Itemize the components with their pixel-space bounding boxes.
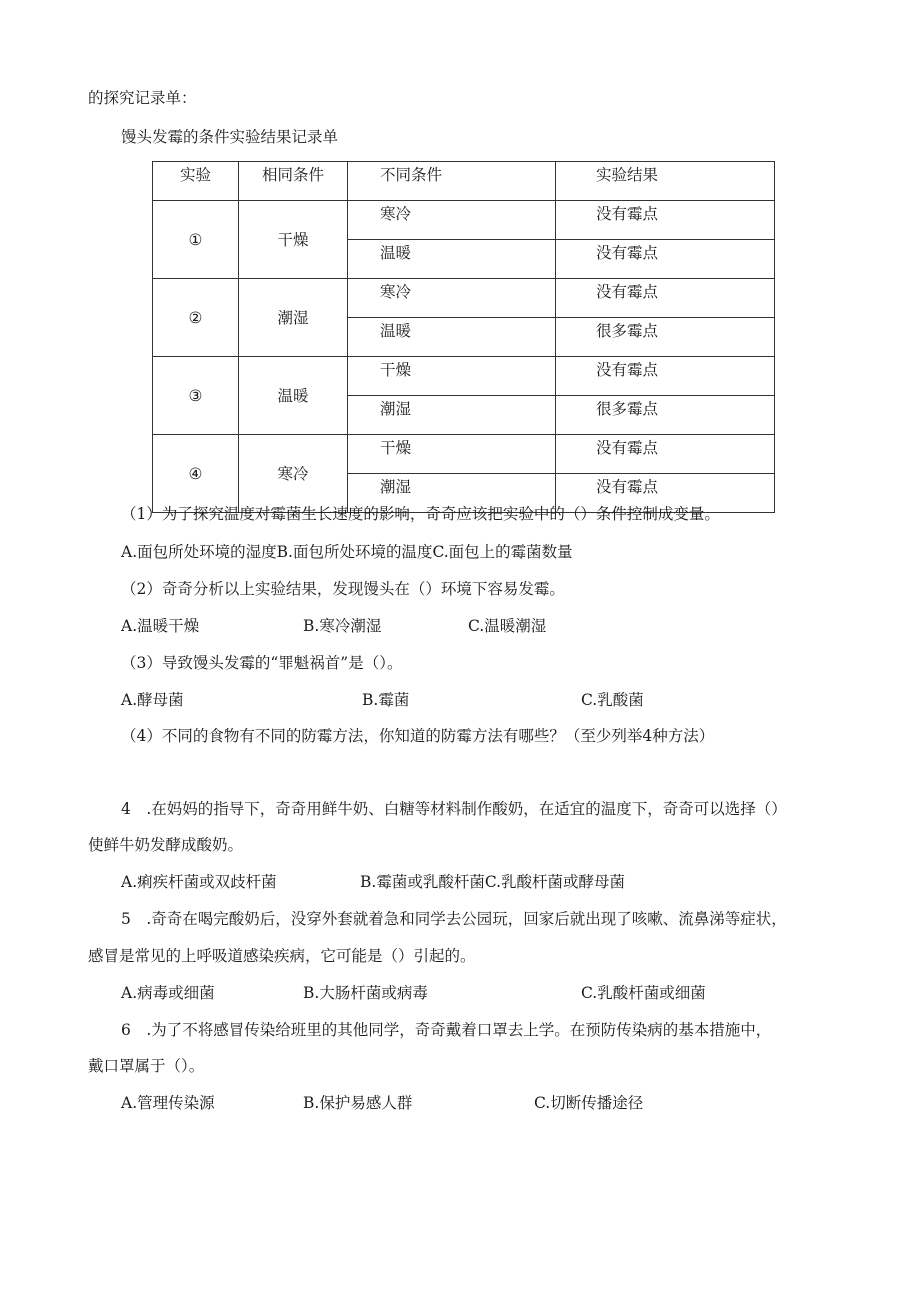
result-cell: 没有霉点 <box>556 279 775 318</box>
problem-4-option-a: A.痢疾杆菌或双歧杆菌 <box>121 873 277 891</box>
problem-6-option-a: A.管理传染源 <box>121 1094 215 1112</box>
question-2-option-b: B.寒冷潮湿 <box>303 617 382 635</box>
problem-4-line-2: 使鲜牛奶发酵成酸奶。 <box>88 836 244 854</box>
question-4-text: （4）不同的食物有不同的防霉方法，你知道的防霉方法有哪些？（至少列举4种方法） <box>121 727 715 745</box>
question-2-text: （2）奇奇分析以上实验结果，发现馒头在（）环境下容易发霉。 <box>121 580 565 598</box>
table-title: 馒头发霉的条件实验结果记录单 <box>121 128 339 146</box>
problem-6-line-2: 戴口罩属于（）。 <box>88 1057 205 1075</box>
header-cell: 实验结果 <box>556 162 775 201</box>
question-3-option-a: A.酵母菌 <box>121 691 184 709</box>
experiment-id-cell: ① <box>153 201 239 279</box>
table-header-row <box>153 162 775 201</box>
diff-condition-cell: 寒冷 <box>348 201 556 240</box>
same-condition-cell: 寒冷 <box>239 435 348 513</box>
question-2-option-a: A.温暖干燥 <box>121 617 200 635</box>
diff-condition-cell: 潮湿 <box>348 474 556 513</box>
header-cell: 实验 <box>153 162 239 201</box>
problem-6-option-c: C.切断传播途径 <box>534 1094 644 1112</box>
diff-condition-cell: 温暖 <box>348 318 556 357</box>
question-3-option-c: C.乳酸菌 <box>581 691 644 709</box>
experiment-record-table <box>152 161 775 513</box>
result-cell: 没有霉点 <box>556 435 775 474</box>
diff-condition-cell: 寒冷 <box>348 279 556 318</box>
result-cell: 没有霉点 <box>556 201 775 240</box>
same-condition-cell: 干燥 <box>239 201 348 279</box>
question-1-options: A.面包所处环境的湿度B.面包所处环境的温度C.面包上的霉菌数量 <box>121 543 573 561</box>
table-row <box>153 201 775 240</box>
experiment-id-cell: ④ <box>153 435 239 513</box>
problem-5-line-1: 5 .奇奇在喝完酸奶后，没穿外套就着急和同学去公园玩，回家后就出现了咳嗽、流鼻涕等症状， <box>121 910 787 928</box>
question-2-option-c: C.温暖潮湿 <box>468 617 547 635</box>
problem-5-option-a: A.病毒或细菌 <box>121 984 215 1002</box>
result-cell: 没有霉点 <box>556 474 775 513</box>
same-condition-cell: 温暖 <box>239 357 348 435</box>
result-cell: 很多霉点 <box>556 318 775 357</box>
same-condition-cell: 潮湿 <box>239 279 348 357</box>
result-cell: 很多霉点 <box>556 396 775 435</box>
result-cell: 没有霉点 <box>556 357 775 396</box>
problem-5-option-c: C.乳酸杆菌或细菌 <box>581 984 706 1002</box>
header-cell: 相同条件 <box>239 162 348 201</box>
table-row <box>153 357 775 396</box>
experiment-id-cell: ③ <box>153 357 239 435</box>
intro-text: 的探究记录单： <box>88 89 197 107</box>
diff-condition-cell: 干燥 <box>348 435 556 474</box>
question-3-text: （3）导致馒头发霉的“罪魁祸首”是（）。 <box>121 654 403 672</box>
diff-condition-cell: 潮湿 <box>348 396 556 435</box>
problem-5-option-b: B.大肠杆菌或病毒 <box>303 984 428 1002</box>
result-cell: 没有霉点 <box>556 240 775 279</box>
table-row <box>153 435 775 474</box>
problem-6-line-1: 6 .为了不将感冒传染给班里的其他同学，奇奇戴着口罩去上学。在预防传染病的基本措施中， <box>121 1021 772 1039</box>
experiment-id-cell: ② <box>153 279 239 357</box>
diff-condition-cell: 干燥 <box>348 357 556 396</box>
problem-4-option-bc: B.霉菌或乳酸杆菌C.乳酸杆菌或酵母菌 <box>360 873 626 891</box>
question-1-text: （1）为了探究温度对霉菌生长速度的影响，奇奇应该把实验中的（）条件控制成变量。 <box>121 505 720 523</box>
question-3-option-b: B.霉菌 <box>362 691 410 709</box>
diff-condition-cell: 温暖 <box>348 240 556 279</box>
problem-5-line-2: 感冒是常见的上呼吸道感染疾病，它可能是（）引起的。 <box>88 947 476 965</box>
problem-4-line-1: 4 .在妈妈的指导下，奇奇用鲜牛奶、白糖等材料制作酸奶，在适宜的温度下，奇奇可以选择（） <box>121 800 787 818</box>
table-row <box>153 279 775 318</box>
header-cell: 不同条件 <box>348 162 556 201</box>
problem-6-option-b: B.保护易感人群 <box>303 1094 413 1112</box>
